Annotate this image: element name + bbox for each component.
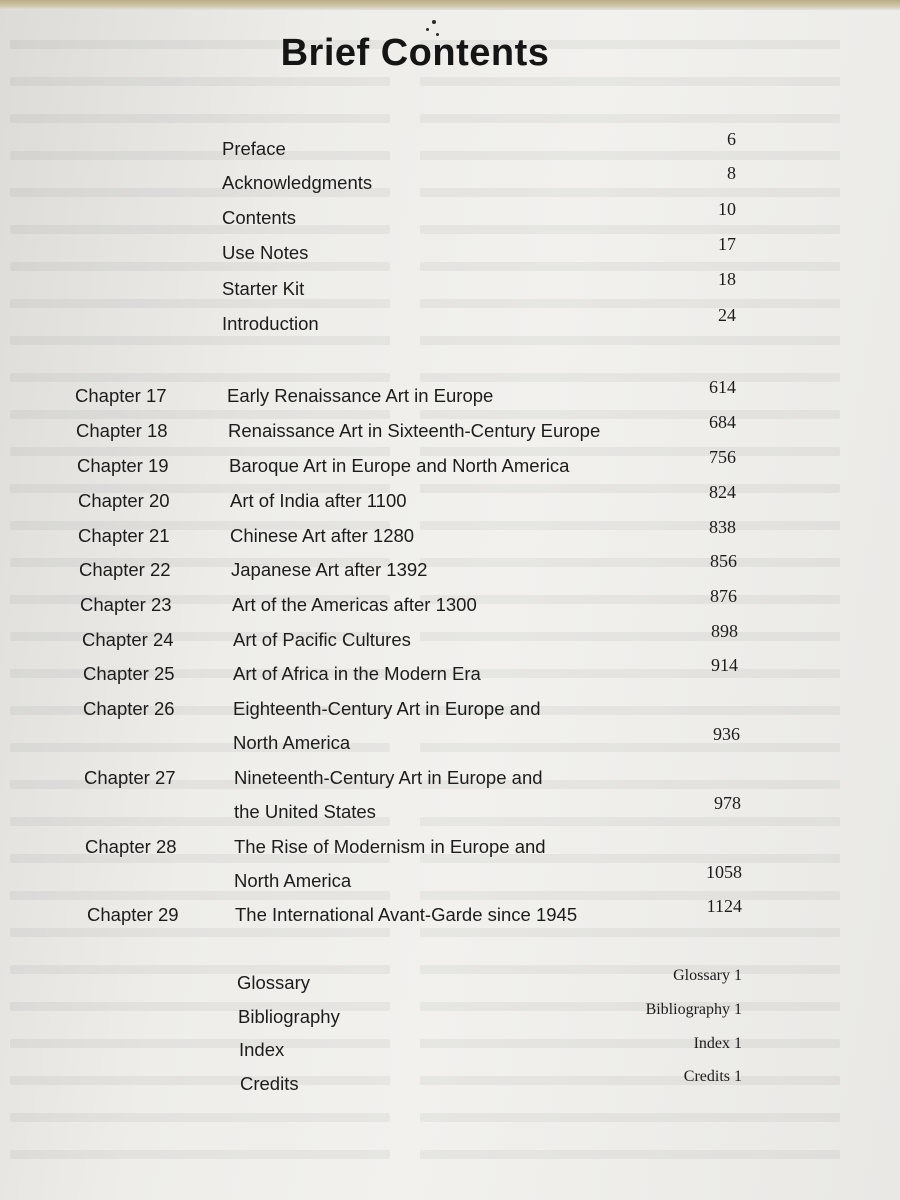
chapter-title: North America	[233, 732, 351, 753]
ghost-line	[420, 77, 840, 86]
toc-entry-label: Credits	[240, 1073, 299, 1094]
chapter-page: 978	[714, 793, 741, 813]
chapter-number: Chapter 26	[83, 698, 175, 719]
ghost-line	[420, 410, 840, 419]
toc-entry-page: Index 1	[693, 1035, 742, 1052]
page-title: Brief Contents	[280, 32, 550, 74]
toc-entry-label: Bibliography	[238, 1006, 340, 1027]
chapter-title: Nineteenth-Century Art in Europe and	[234, 767, 543, 788]
ghost-line	[420, 484, 840, 493]
toc-entry-label: Use Notes	[222, 242, 309, 263]
chapter-number: Chapter 24	[82, 629, 174, 650]
ghost-line	[420, 1113, 840, 1122]
ghost-line	[420, 891, 840, 900]
chapter-page: 876	[710, 586, 737, 606]
toc-entry-label: Acknowledgments	[222, 172, 373, 193]
chapter-title: Japanese Art after 1392	[231, 559, 428, 580]
chapter-number: Chapter 20	[78, 490, 170, 511]
ghost-line	[420, 521, 840, 530]
toc-entry-page: Credits 1	[683, 1068, 742, 1085]
ghost-line	[10, 928, 390, 937]
toc-entry-page: 8	[727, 163, 736, 183]
chapter-number: Chapter 29	[87, 904, 179, 925]
chapter-number: Chapter 28	[85, 836, 177, 857]
ghost-line	[10, 77, 390, 86]
ghost-line	[10, 225, 390, 234]
ghost-line	[10, 151, 390, 160]
ghost-line	[10, 891, 390, 900]
ghost-line	[10, 1076, 390, 1085]
toc-entry-label: Introduction	[222, 313, 319, 334]
chapter-page: 898	[711, 621, 738, 641]
ghost-line	[10, 373, 390, 382]
ghost-line	[10, 1150, 390, 1159]
toc-entry-page: 24	[718, 305, 736, 325]
chapter-title: Art of Pacific Cultures	[233, 629, 411, 650]
page-top-edge	[0, 0, 900, 10]
chapter-number: Chapter 21	[78, 525, 170, 546]
chapter-title: Baroque Art in Europe and North America	[229, 455, 570, 476]
chapter-number: Chapter 22	[79, 559, 171, 580]
toc-entry-page: 10	[718, 199, 736, 219]
chapter-page: 824	[709, 482, 736, 502]
ghost-line	[10, 299, 390, 308]
ghost-line	[420, 632, 840, 641]
toc-entry-label: Glossary	[237, 972, 310, 993]
ghost-line	[10, 965, 390, 974]
chapter-number: Chapter 19	[77, 455, 169, 476]
ghost-line	[10, 1113, 390, 1122]
ghost-line	[420, 1150, 840, 1159]
ghost-line	[10, 262, 390, 271]
ghost-line	[420, 262, 840, 271]
chapter-title: Art of the Americas after 1300	[232, 594, 477, 615]
chapter-page: 936	[713, 724, 740, 744]
chapter-page: 1058	[706, 862, 742, 882]
ghost-line	[420, 225, 840, 234]
ghost-line	[420, 114, 840, 123]
chapter-title: The Rise of Modernism in Europe and	[234, 836, 546, 857]
chapter-title: The International Avant-Garde since 1945	[235, 904, 578, 925]
ghost-line	[420, 336, 840, 345]
ghost-line	[420, 928, 840, 937]
toc-entry-label: Contents	[222, 207, 297, 228]
chapter-title: Art of India after 1100	[230, 490, 407, 511]
toc-entry-label: Preface	[222, 138, 286, 159]
chapter-number: Chapter 23	[80, 594, 172, 615]
chapter-number: Chapter 18	[76, 420, 168, 441]
ghost-line	[420, 299, 840, 308]
toc-entry-label: Index	[239, 1039, 285, 1060]
ghost-line	[10, 410, 390, 419]
ghost-line	[420, 151, 840, 160]
chapter-number: Chapter 25	[83, 663, 175, 684]
ghost-line	[420, 669, 840, 678]
ghost-line	[420, 373, 840, 382]
ghost-line	[10, 114, 390, 123]
toc-entry-page: 17	[718, 234, 736, 254]
toc-entry-page: 6	[727, 129, 736, 149]
ghost-line	[420, 743, 840, 752]
toc-entry-page: Glossary 1	[673, 967, 742, 984]
chapter-page: 684	[709, 412, 736, 432]
chapter-page: 914	[711, 655, 738, 675]
ghost-line	[420, 188, 840, 197]
chapter-title: Art of Africa in the Modern Era	[233, 663, 481, 684]
ghost-line	[420, 595, 840, 604]
ghost-line	[10, 1039, 390, 1048]
chapter-page: 856	[710, 551, 737, 571]
chapter-title: Eighteenth-Century Art in Europe and	[233, 698, 541, 719]
chapter-page: 1124	[706, 896, 742, 916]
toc-entry-page: 18	[718, 269, 736, 289]
chapter-page: 756	[709, 447, 736, 467]
chapter-number: Chapter 17	[75, 385, 167, 406]
ghost-line	[420, 558, 840, 567]
chapter-title: Early Renaissance Art in Europe	[227, 385, 494, 406]
toc-entry-label: Starter Kit	[222, 278, 305, 299]
ghost-line	[420, 817, 840, 826]
chapter-title: the United States	[234, 801, 376, 822]
chapter-title: North America	[234, 870, 352, 891]
chapter-title: Renaissance Art in Sixteenth-Century Europe	[228, 420, 601, 441]
chapter-title: Chinese Art after 1280	[230, 525, 415, 546]
chapter-page: 614	[709, 377, 736, 397]
chapter-page: 838	[709, 517, 736, 537]
chapter-number: Chapter 27	[84, 767, 176, 788]
toc-entry-page: Bibliography 1	[645, 1001, 742, 1018]
ghost-line	[10, 336, 390, 345]
